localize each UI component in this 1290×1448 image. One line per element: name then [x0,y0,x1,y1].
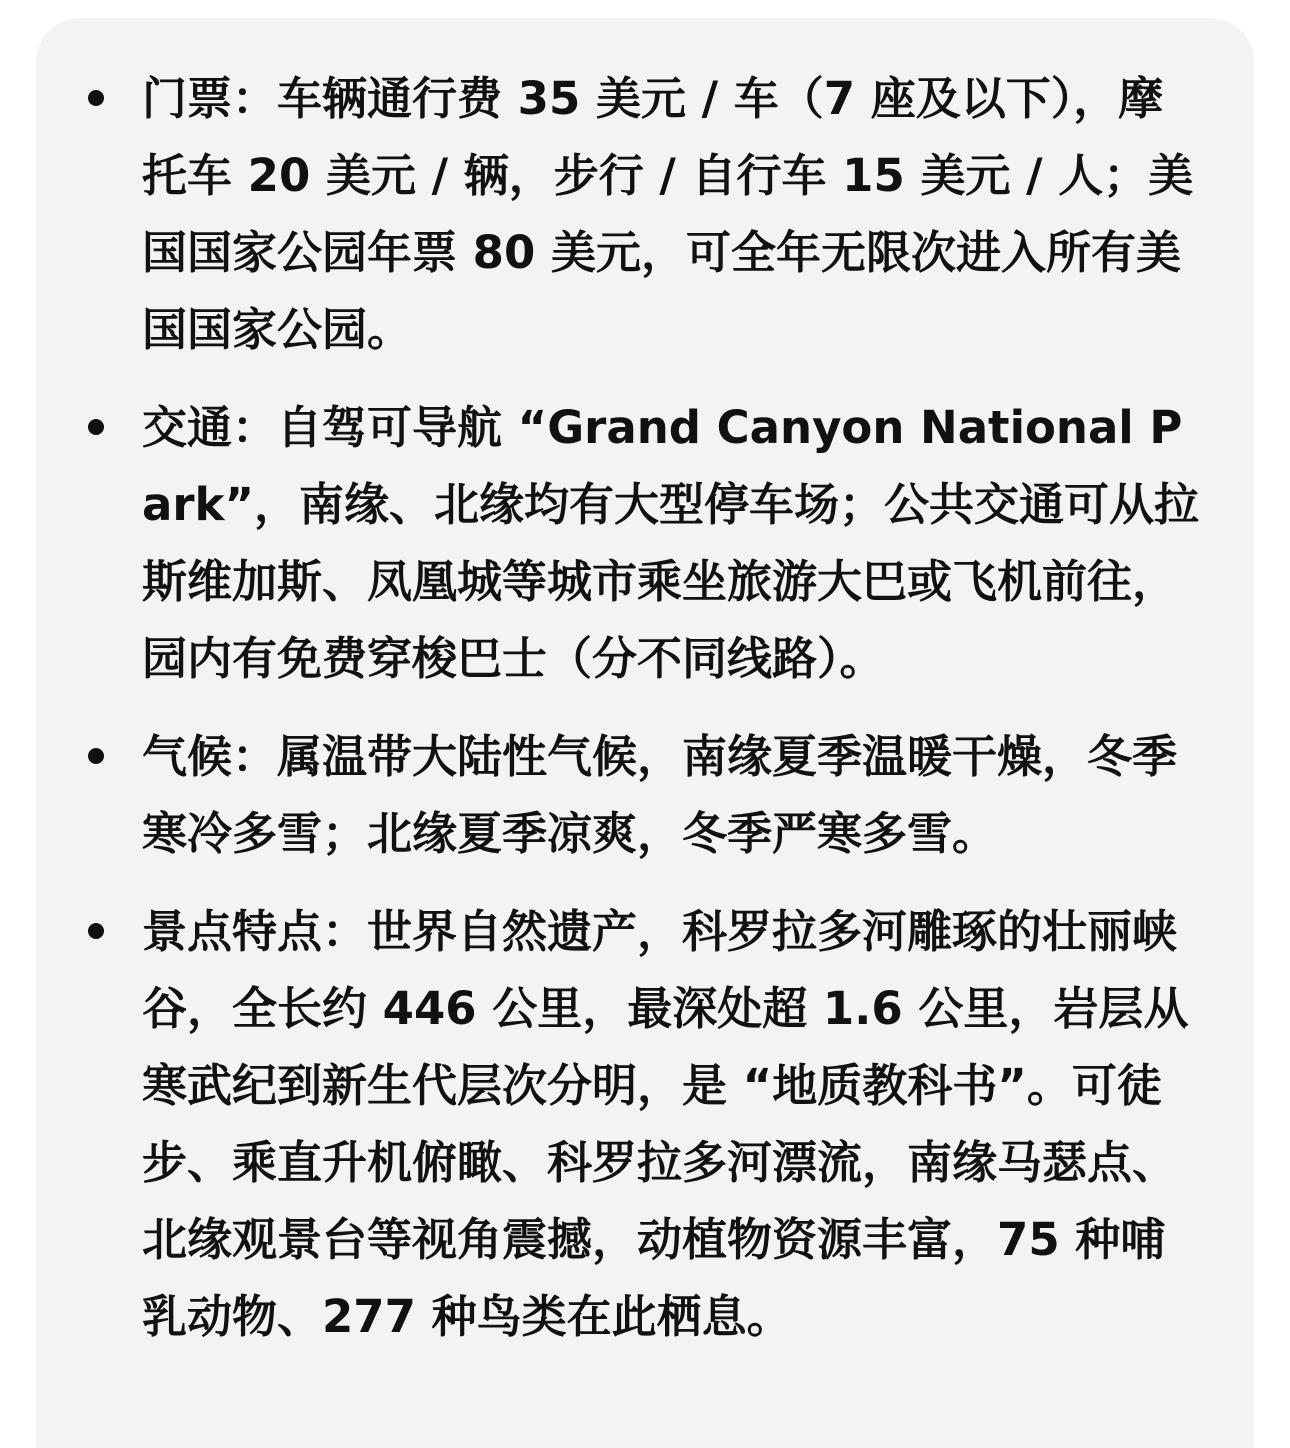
bullet-dot-icon [88,923,104,939]
list-item-tickets [142,60,1204,368]
info-list [142,60,1204,1376]
list-item-text: 景点特点：世界自然遗产，科罗拉多河雕琢的壮丽峡谷，全长约 446 公里，最深处超 1.6 公里，岩层从寒武纪到新生代层次分明，是 “地质教科书”。可徒步、乘直升机俯瞰、科罗拉多河漂流，南缘马瑟点、北缘观景台等视角震撼，动植物资源丰富，75 种哺乳动物、277 种鸟类在此栖息。 [142,905,1189,1343]
bullet-dot-icon [88,748,104,764]
list-item-text: 门票：车辆通行费 35 美元 / 车（7 座及以下），摩托车 20 美元 / 辆，步行 / 自行车 15 美元 / 人；美国国家公园年票 80 美元，可全年无限次进入所有美国国家公园。 [142,72,1194,356]
message-card [36,18,1254,1448]
list-item-text: 气候：属温带大陆性气候，南缘夏季温暖干燥，冬季寒冷多雪；北缘夏季凉爽，冬季严寒多雪。 [142,730,1178,860]
list-item-features [142,893,1204,1355]
bullet-dot-icon [88,419,104,435]
list-item-climate [142,718,1204,872]
bullet-dot-icon [88,90,104,106]
list-item-transport [142,389,1204,697]
list-item-text: 交通：自驾可导航 “Grand Canyon National Park”，南缘、北缘均有大型停车场；公共交通可从拉斯维加斯、凤凰城等城市乘坐旅游大巴或飞机前往，园内有免费穿梭巴士（分不同线路）。 [142,401,1200,685]
